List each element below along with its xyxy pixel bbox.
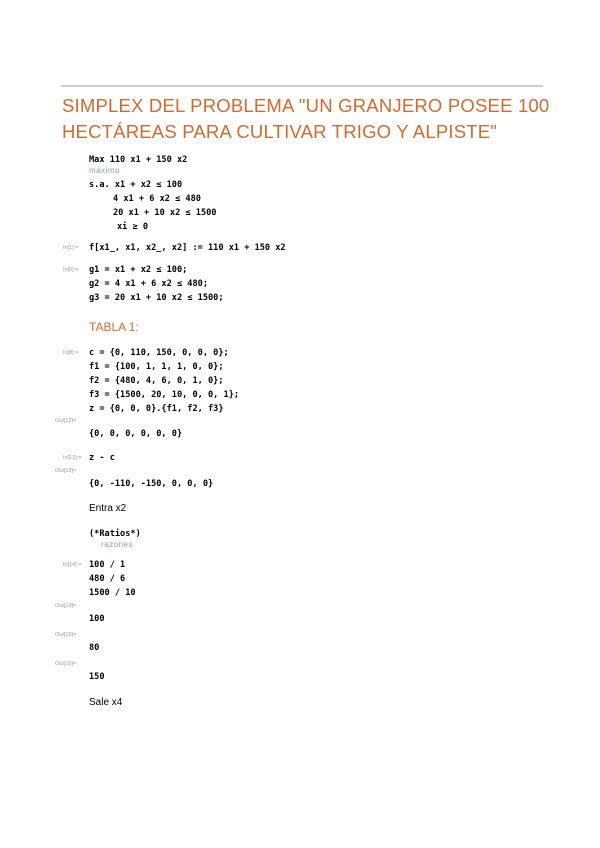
cell-label: Out[13]= (55, 468, 77, 474)
input-cell-line[interactable]: g2 = 4 x1 + 6 x2 ≤ 480; (89, 279, 208, 289)
cell-label: In[14]:= (63, 562, 82, 568)
constraint-2: 4 x1 + 6 x2 ≤ 480 (113, 194, 201, 204)
input-cell-line[interactable]: g3 = 20 x1 + 10 x2 ≤ 1500; (89, 293, 224, 303)
output-value: 150 (89, 672, 105, 682)
input-cell-line[interactable]: 100 / 1 (89, 560, 126, 570)
input-cell-line[interactable]: z - c (89, 453, 115, 463)
cell-label: In[5]:= (63, 267, 79, 273)
input-cell-line[interactable]: f3 = {1500, 20, 10, 0, 0, 1}; (89, 390, 240, 400)
section-title: TABLA 1: (89, 320, 139, 334)
input-cell-line[interactable]: f[x1_, x1, x2_, x2] := 110 x1 + 150 x2 (89, 243, 286, 253)
page-title (62, 93, 562, 145)
cell-label: Out[15]= (55, 632, 77, 638)
cell-label: In[1]:= (63, 245, 79, 251)
input-cell-line[interactable]: g1 = x1 + x2 ≤ 100; (89, 265, 188, 275)
title-line-1: SIMPLEX DEL PROBLEMA "UN GRANJERO POSEE 100 (62, 95, 550, 116)
ratios-comment: (*Ratios*) (89, 529, 141, 539)
output-value: 80 (89, 643, 100, 653)
cell-label: Out[14]= (55, 603, 77, 609)
title-line-2: HECTÁREAS PARA CULTIVAR TRIGO Y ALPISTE" (62, 121, 498, 142)
top-divider (61, 85, 543, 87)
input-cell-line[interactable]: 480 / 6 (89, 574, 126, 584)
output-value: 100 (89, 614, 105, 624)
cell-label: In[13]:= (63, 455, 82, 461)
input-cell-line[interactable]: z = {0, 0, 0}.{f1, f2, f3} (89, 404, 224, 414)
input-cell-line[interactable]: f1 = {100, 1, 1, 1, 0, 0}; (89, 362, 224, 372)
constraint-4: xi ≥ 0 (117, 222, 149, 232)
cell-label: Out[16]= (55, 661, 77, 667)
ratios-note: razones (101, 540, 133, 549)
sale-text: Sale x4 (89, 697, 123, 708)
constraint-1: s.a. x1 + x2 ≤ 100 (89, 180, 183, 190)
input-cell-line[interactable]: f2 = {480, 4, 6, 0, 1, 0}; (89, 376, 224, 386)
objective-text: Max 110 x1 + 150 x2 (89, 155, 188, 165)
input-cell-line[interactable]: c = {0, 110, 150, 0, 0, 0}; (89, 348, 229, 358)
entra-text: Entra x2 (89, 503, 127, 514)
output-value: {0, -110, -150, 0, 0, 0} (89, 479, 214, 489)
constraint-3: 20 x1 + 10 x2 ≤ 1500 (113, 208, 217, 218)
objective-note: máximo (89, 166, 121, 175)
cell-label: In[8]:= (63, 350, 79, 356)
output-value: {0, 0, 0, 0, 0, 0} (89, 429, 183, 439)
input-cell-line[interactable]: 1500 / 10 (89, 588, 136, 598)
cell-label: Out[12]= (55, 418, 77, 424)
